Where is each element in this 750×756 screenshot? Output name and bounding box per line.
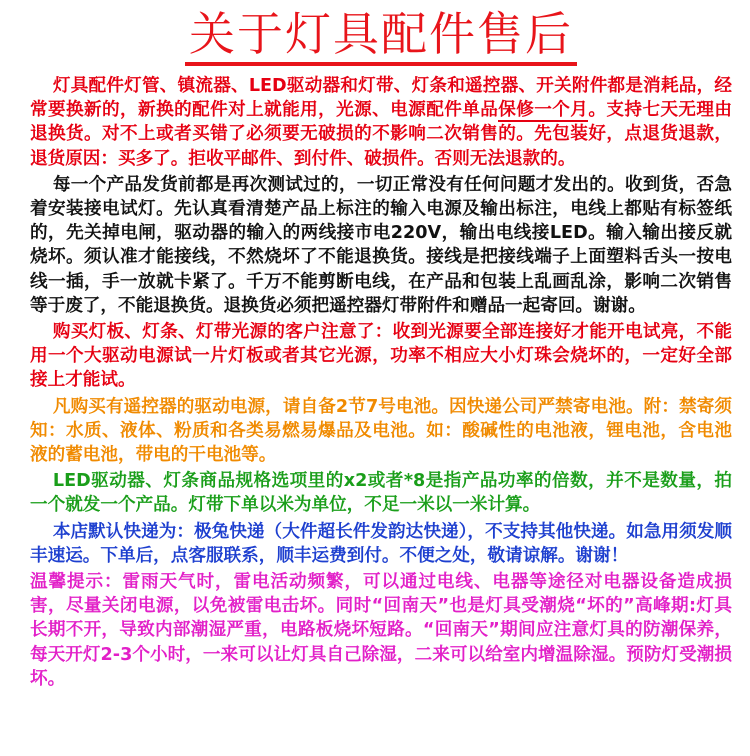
paragraph-weather-tips: 温馨提示：雷雨天气时，雷电活动频繁，可以通过电线、电器等途径对电器设备造成损害，尽量关闭电源，以免被雷电击坏。同时“回南天”也是灯具受潮烧“坏的”高峰期:灯具长期不开，导致内部潮湿严重，电路板烧坏短路。“回南天”期间应注意灯具的防潮保养，每天开灯2-3个小时，一来可以让灯具自己除湿，二来可以给室内增温除湿。预防灯受潮损坏。 [30, 572, 732, 689]
paragraph-testing-instructions: 每一个产品发货前都是再次测试过的，一切正常没有任何问题才发出的。收到货，否急着安装接电试灯。先认真看清楚产品上标注的输入电源及输出标注，电线上都贴有标签纸的，先关掉电闸，驱动器的输入的两线接市电220V，输出电线接LED。输入输出接反就烧坏。须认准才能接线，不然烧坏了不能退换货。接线是把接线端子上面塑料舌头一按电线一插，手一放就卡紧了。千万不能剪断电线，在产品和包装上乱画乱涂，影响二次销售等于废了，不能退换货。退换货必须把遥控器灯带附件和赠品一起寄回。谢谢。 [30, 174, 732, 316]
paragraph-specification-notice: LED驱动器、灯条商品规格选项里的x2或者*8是指产品功率的倍数，并不是数量，拍一个就发一个产品。灯带下单以米为单位，不足一米以一米计算。 [30, 471, 732, 516]
paragraph-light-source-notice: 购买灯板、灯条、灯带光源的客户注意了：收到光源要全部连接好才能开电试亮，不能用一个大驱动电源试一片灯板或者其它光源，功率不相应大小灯珠会烧坏的，一定好全部接上才能试。 [30, 322, 732, 391]
warranty-text-end: 。支持七天无理由退换货。对不上或者买错了必须要无破损的不影响二次销售的。先包装好，点退货退款，退货原因：买多了。拒收平邮件、到付件、破损件。否则无法退款的。 [30, 100, 732, 169]
paragraph-warranty [30, 74, 732, 171]
paragraph-shipping-notice: 本店默认快递为：极兔快递（大件超长件发韵达快递），不支持其他快递。如急用须发顺丰速运。下单后，点客服联系，顺丰运费到付。不便之处，敬请谅解。谢谢！ [30, 521, 732, 566]
title-block [30, 6, 732, 68]
paragraph-battery-notice: 凡购买有遥控器的驱动电源，请自备2节7号电池。因快递公司严禁寄电池。附：禁寄须知：水质、液体、粉质和各类易燃易爆品及电池。如：酸碱性的电池液，锂电池，含电池液的蓄电池，带电的干电池等。 [30, 396, 732, 466]
page-title: 关于灯具配件售后 [185, 6, 577, 66]
warranty-highlight: 保修一个月 [498, 100, 589, 121]
document-page [0, 6, 750, 756]
warranty-text-start: 灯具配件灯管、镇流器、LED驱动器和灯带、灯条和遥控器、开关附件都是消耗品，经常要换新的，新换的配件对上就能用，光源、电源配件单品 [30, 76, 732, 121]
